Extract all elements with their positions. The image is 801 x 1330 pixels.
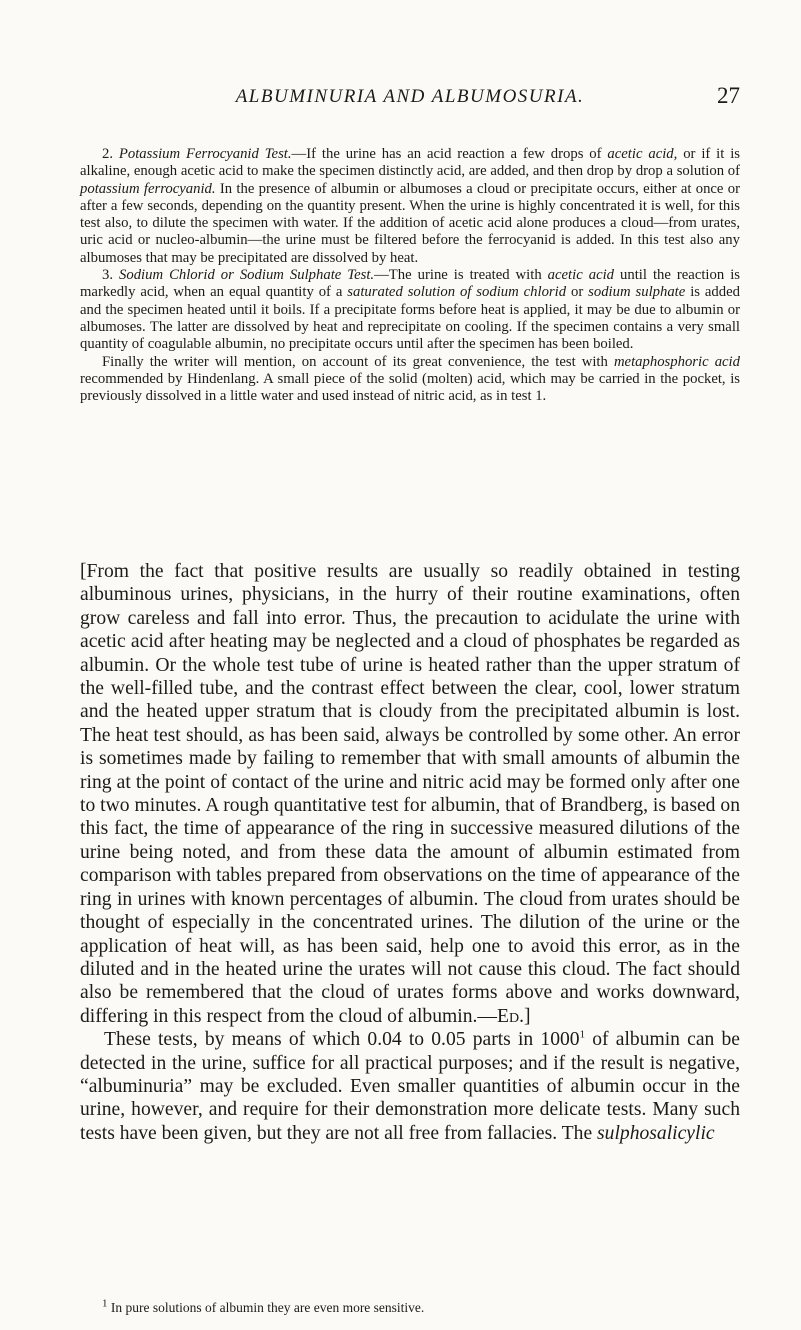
paragraph-metaphosphoric-acid-test: Finally the writer will mention, on account of its great convenience, the test with metaphosphoric acid recommended by Hindenlang. A small piece of the solid (molten) acid, which may be carried in the pocket, is previously dissolved in a little water and used instead of nitric acid, as in test 1. [80,353,740,405]
paragraph-potassium-ferrocyanid-test: 2. Potassium Ferrocyanid Test.—If the urine has an acid reaction a few drops of acetic acid, or if it is alkaline, enough acetic acid to make the specimen distinctly acid, are added, and then drop by drop a solution of potassium ferrocyanid. In the presence of albumin or albumoses a cloud or precipitate occurs, either at once or after a few seconds, depending on the quantity present. When the urine is highly concentrated it is well, for this test also, to dilute the specimen with water. If the addition of acetic acid alone produces a cloud—from urates, uric acid or nucleo-albumin—the urine must be filtered before the ferrocyanid is added. In this test also any albumoses that may be precipitated are dissolved by heat. [80,146,741,266]
footnote-mark: 1 [102,1297,108,1310]
final-paragraph: These tests, by means of which 0.04 to 0.05 parts in 1000$^1$ of albumin can be detected in the urine, suffice for all practical purposes; and if the result is negative, “albuminuria” may be excluded. Even smaller quantities of albumin occur in the urine, however, and require for their demonstration more delicate tests. Many such tests have been given, but they are not all free from fallacies. The sulphosalicylic [80,1028,740,1144]
test-title: Potassium Ferrocyanid Test. [118,146,292,162]
footnote [80,1297,740,1316]
footnote-reference: 1 [579,1028,586,1041]
item-number: 3. [102,267,114,284]
item-number: 2. [102,146,114,162]
main-text [80,560,740,1145]
test-title: Sodium Chlorid or Sodium Sulphate Test. [119,267,375,284]
page-header [80,83,740,116]
paragraph-sodium-chlorid-test: 3. Sodium Chlorid or Sodium Sulphate Test.—The urine is treated with acetic acid until the reaction is markedly acid, when an equal quantity of a saturated solution of sodium chlorid or sodium sulphate is added and the specimen heated until it boils. If a precipitate forms before heat is applied, it may be due to albumin or albumoses. The latter are dissolved by heat and reprecipitate on cooling. If the specimen contains a very small quantity of coagulable albumin, no precipitate occurs until after the specimen has been boiled. [80,267,740,353]
page-number: 27 [717,83,740,108]
running-title: ALBUMINURIA AND ALBUMOSURIA. [235,86,585,107]
test-descriptions [80,146,740,405]
footnote-text: In pure solutions of albumin they are even more sensitive. [107,1300,425,1315]
editor-note-paragraph: [From the fact that positive results are usually so readily obtained in testing albuminous urines, physicians, in the hurry of their routine examinations, often grow careless and fall into error. Thus, the precaution to acidulate the urine with acetic acid after heating may be neglected and a cloud of phosphates be regarded as albumin. Or the whole test tube of urine is heated rather than the upper stratum of the well-filled tube, and the contrast effect between the clear, cool, lower stratum and the heated upper stratum that is cloudy from the precipitated albumin is lost. The heat test should, as has been said, always be controlled by some other. An error is sometimes made by failing to remember that with small amounts of albumin the ring at the point of contact of the urine and nitric acid may be formed only after one to two minutes. A rough quantitative test for albumin, that of Brandberg, is based on this fact, the time of appearance of the ring in successive measured dilutions of the urine being noted, and from these data the amount of albumin estimated from comparison with tables prepared from observations on the time of appearance of the ring in urines with known percentages of albumin. The cloud from urates should be thought of especially in the concentrated urines. The dilution of the urine or the application of heat will, as has been said, help one to avoid this error, as in the diluted and in the heated urine the urates will not cause this cloud. The fact should also be remembered that the cloud of urates forms above and works downward, differing in this respect from the cloud of albumin.—Ed.] [80,561,740,1027]
editor-signature: Ed. [497,1005,524,1027]
